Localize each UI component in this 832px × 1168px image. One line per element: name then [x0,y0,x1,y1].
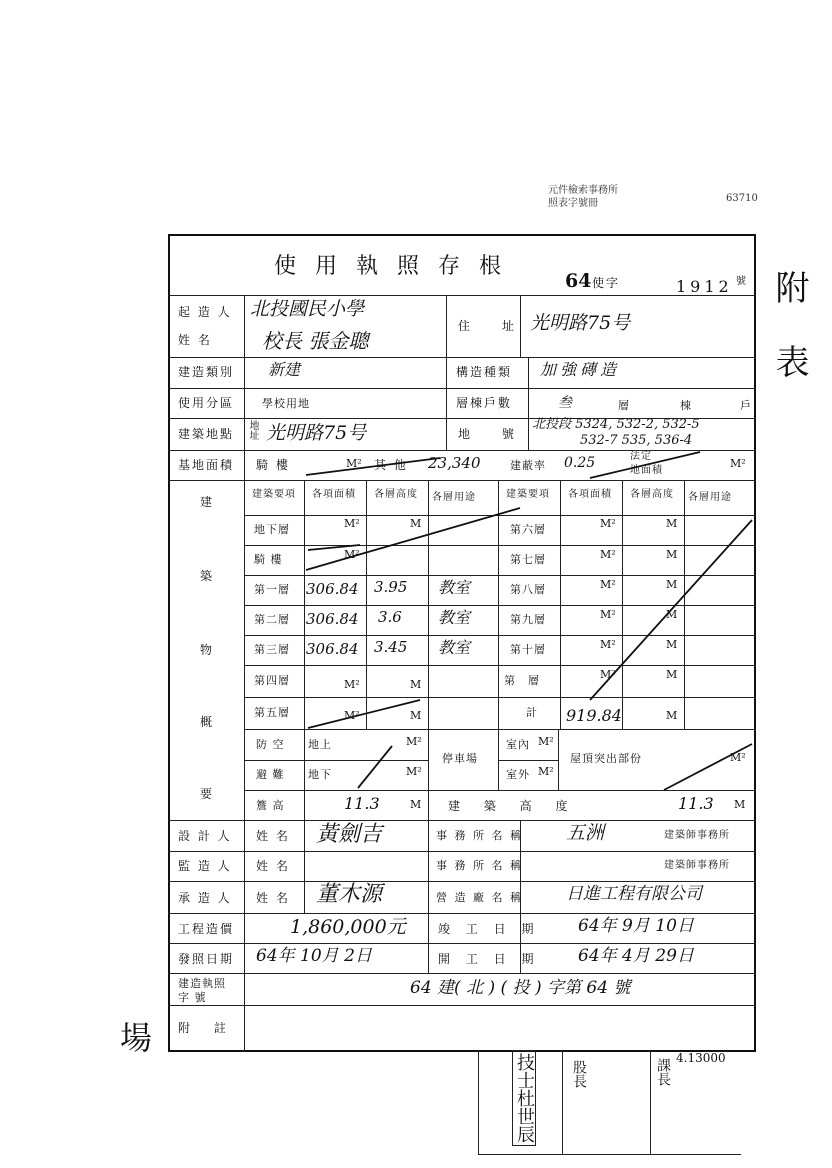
above-label: 地上 [308,738,332,751]
start-label: 開 工 日 期 [438,952,540,966]
supervisor-label: 監 造 人 [178,859,232,873]
eave-unit: M [410,798,422,811]
strike-line [590,517,752,700]
col-head-item-2: 建築要項 [506,489,550,500]
below-unit: M² [406,765,422,778]
address-value: 光明路75号 [530,312,631,334]
floor-right-name: 第九層 [510,613,546,626]
designer-office-suffix: 建築師事務所 [664,830,730,841]
site-label: 建築地點 [178,427,235,441]
below-label: 地下 [308,768,332,781]
contractor-firm-label: 營 造 廠 名 稱 [436,891,523,904]
approval-stamp-2: 股長 [571,1060,587,1088]
category-label: 建造類別 [178,365,235,379]
right-height-unit: M [666,638,678,651]
contractor-label: 承 造 人 [178,891,232,905]
cost-label: 工程造價 [178,922,235,936]
base-area-label: 基地面積 [178,458,235,472]
note-label: 附 註 [178,1021,236,1035]
right-height-unit: M [666,608,678,621]
issue-label: 發照日期 [178,952,235,966]
complete-value: 64年 9月 10日 [578,916,694,936]
floors-value: 叁 [558,395,572,411]
above-unit: M² [406,735,422,748]
floor-right-name: 第六層 [510,523,546,536]
floor-3-use: 教室 [438,638,471,657]
building-side-label-3: 物 [200,643,215,657]
contractor-name: 董木源 [316,882,383,907]
license-kind: 使字 [592,276,621,290]
builder-value-2: 校長 張金聰 [262,329,369,353]
eave-label: 簷 高 [256,799,285,812]
structure-value: 加強磚造 [540,360,621,379]
right-area-unit: M² [600,668,616,681]
outdoor-label: 室外 [506,768,530,781]
license-year: 64 [565,270,592,292]
arcade-label: 騎 樓 [256,458,290,472]
right-area-unit: M² [600,638,616,651]
designer-name-label: 姓 名 [256,829,290,843]
building-side-label-1: 建 [200,495,215,509]
builder-value-1: 北投國民小學 [250,298,365,320]
floor-left-name: 第五層 [254,706,290,719]
floor-left-name: 騎 樓 [254,553,283,566]
col-head-height-2: 各層高度 [630,489,674,500]
legal-unit: M² [730,457,746,470]
col-head-area: 各項面積 [312,489,356,500]
registry-stamp-line1: 元件檢索事務所 [548,185,618,196]
approval-stamp-1: 技士杜世辰 [512,1050,536,1146]
complete-label: 竣 工 日 期 [438,922,540,936]
building-height-value: 11.3 [678,794,714,813]
eave-value: 11.3 [344,794,380,813]
contractor-firm: 日進工程有限公司 [566,884,702,904]
floor-right-name: 第八層 [510,583,546,596]
right-height-unit: M [666,668,678,681]
floor-right-name: 第十層 [510,643,546,656]
floor-right-name: 第 層 [504,674,540,687]
lot-label: 地 號 [458,427,528,441]
right-height-unit: M [666,578,678,591]
floor-3-height: 3.45 [374,638,408,656]
designer-office-label: 事 務 所 名 稱 [436,829,523,842]
indoor-label: 室內 [506,738,530,751]
floor-3-area: 306.84 [306,640,359,658]
floor-height-unit: M [410,517,422,530]
col-head-item: 建築要項 [252,489,296,500]
floor-height-unit: M [410,709,422,722]
floor-left-name: 地下層 [254,523,290,536]
coverage-value: 0.25 [564,455,596,471]
issue-value: 64年 10月 2日 [256,946,372,966]
floors-unit-3: 戶 [740,399,752,412]
coverage-label: 建蔽率 [510,459,546,472]
strike-line [308,700,420,728]
designer-label: 設 計 人 [178,829,232,843]
building-height-label: 建 築 高 度 [448,799,578,813]
right-height-unit: M [666,709,678,722]
category-value: 新建 [268,360,301,379]
floor-2-height: 3.6 [378,608,402,626]
floors-unit-2: 棟 [680,399,692,412]
roof-label: 屋頂突出部份 [570,752,642,765]
building-height-unit: M [734,798,746,811]
lot-value-1: 北投段 5324, 532-2, 532-5 [532,417,700,432]
approval-stamp-4: 4.13000 [676,1051,726,1065]
form-title: 使 用 執 照 存 根 [274,254,507,279]
other-label: 其 他 [374,458,408,472]
floor-2-use: 教室 [438,608,471,627]
permit-label-1: 建造執照 [178,977,226,990]
total-area-value: 919.84 [566,706,622,725]
indoor-unit: M² [538,735,554,748]
floor-left-name: 第三層 [254,643,290,656]
right-area-unit: M² [600,578,616,591]
strike-line [590,452,700,478]
start-value: 64年 4月 29日 [578,946,694,966]
building-side-label-4: 概 [200,715,215,729]
legal-label-1: 法定 [630,451,652,462]
floors-unit-1: 層 [618,399,630,412]
floor-1-use: 教室 [438,578,471,597]
right-area-unit: M² [600,608,616,621]
site-sublabel: 地址 [247,420,258,440]
col-head-use: 各層用途 [432,492,476,503]
parking-label: 停車場 [442,752,478,765]
floor-right-name: 計 [526,706,538,719]
right-height-unit: M [666,548,678,561]
address-label: 住 址 [458,319,528,333]
floor-left-name: 第四層 [254,674,290,687]
right-height-unit: M [666,517,678,530]
supervisor-name-label: 姓 名 [256,859,290,873]
floor-area-unit: M² [344,548,360,561]
contractor-name-label: 姓 名 [256,891,290,905]
floor-2-area: 306.84 [306,610,359,628]
floor-area-unit: M² [344,709,360,722]
right-area-unit: M² [600,517,616,530]
strike-line [306,508,520,570]
legal-label-2: 地面積 [630,465,663,476]
registry-stamp-number: 63710 [726,193,758,204]
approval-stamp-3: 課長 [655,1058,671,1086]
left-margin-mark: 場 [120,1019,153,1057]
shelter-label-2: 避 難 [256,768,285,781]
floor-right-name: 第七層 [510,553,546,566]
floors-label: 層棟戶數 [456,396,513,410]
building-side-label-5: 要 [200,787,215,801]
floor-1-height: 3.95 [374,578,408,596]
zoning-label: 使用分區 [178,396,235,410]
structure-label: 構造種類 [456,365,513,379]
floor-left-name: 第一層 [254,583,290,596]
col-head-area-2: 各項面積 [568,489,612,500]
col-head-use-2: 各層用途 [688,492,732,503]
license-number: 1912 [676,277,733,296]
strike-line [306,458,440,475]
floor-area-unit: M² [344,678,360,691]
zoning-value: 學校用地 [262,397,310,410]
other-value: 23,340 [428,454,481,472]
col-head-height: 各層高度 [374,489,418,500]
designer-name: 黃劍吉 [316,822,383,847]
strike-line [664,744,752,790]
roof-unit: M² [730,751,746,764]
floor-area-unit: M² [344,517,360,530]
permit-value: 64 建( 北 ) ( 投 ) 字第 64 號 [410,978,631,998]
supervisor-office-suffix: 建築師事務所 [664,860,730,871]
floor-1-area: 306.84 [306,580,359,598]
floor-height-unit: M [410,678,422,691]
building-side-label-2: 築 [200,569,215,583]
right-area-unit: M² [600,548,616,561]
builder-label: 起 造 人 [178,305,232,319]
arcade-unit: M² [346,457,362,470]
registry-stamp-line2: 照表字號冊 [548,198,598,209]
permit-label-2: 字 號 [178,991,207,1004]
strike-line [308,545,360,550]
supervisor-office-label: 事 務 所 名 稱 [436,859,523,872]
builder-name-label: 姓 名 [178,333,212,347]
site-value: 光明路75号 [266,422,367,444]
outdoor-unit: M² [538,765,554,778]
designer-office: 五洲 [566,822,605,844]
right-margin-text: 附表 [769,270,809,418]
shelter-label-1: 防 空 [256,738,285,751]
strike-line [358,746,392,788]
license-suffix: 號 [736,276,748,287]
cost-value: 1,860,000元 [290,916,406,938]
floor-left-name: 第二層 [254,613,290,626]
lot-value-2: 532-7 535, 536-4 [580,433,693,448]
